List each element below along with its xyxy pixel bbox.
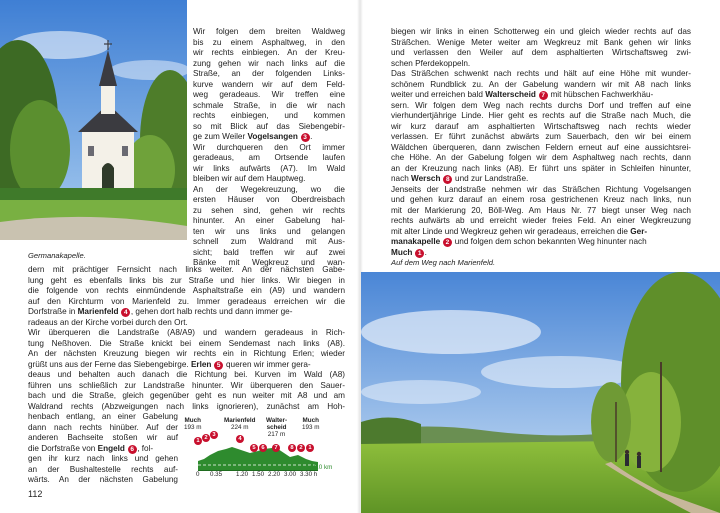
profile-tick: 2.20 <box>268 471 281 478</box>
profile-label-name: Much <box>184 417 201 424</box>
profile-label-end <box>302 417 320 431</box>
profile-marker-7: 7 <box>272 444 280 452</box>
text-line <box>391 237 691 248</box>
landscape-photo <box>361 272 720 513</box>
text-line: und gehen kurz darauf an einem rosa gestrichenen Kreuz nach links, nun <box>391 195 691 204</box>
profile-marker-1: 1 <box>194 437 202 445</box>
text-line: bach und die Straße, gleich gegenüber geht es nun weiter mit A8 und am <box>28 391 345 400</box>
waypoint-germanakapelle: Ger- <box>630 226 648 236</box>
text-line: ten wir uns links und gelangen <box>193 226 345 236</box>
waypoint-vogelsangen: Vogelsangen <box>247 132 298 141</box>
profile-tick: 1.50 <box>252 471 265 478</box>
text-line: An der nächsten Kreuzung biegen wir rechts ein in Richtung Erlen; wieder <box>28 349 345 358</box>
text-line: wir links aufwärts (A7). Im Wald <box>193 163 345 173</box>
text-line: biegen wir links in einen Schotterweg ein und gleich wieder rechts auf das <box>391 27 691 36</box>
text-run: . <box>424 247 427 257</box>
profile-tick: 3.00 <box>284 471 297 478</box>
text-run: weiter und erreichen bald <box>391 90 483 99</box>
text-line <box>391 227 691 238</box>
waypoint-marker-7: 7 <box>539 91 548 100</box>
profile-label-elev: 217 m <box>267 431 286 438</box>
profile-marker-2: 2 <box>202 434 210 442</box>
profile-graph <box>198 435 318 471</box>
profile-marker-8: 8 <box>288 444 296 452</box>
text-line: gen ihr kurz nach links und gehen <box>28 454 178 463</box>
text-line <box>391 174 691 185</box>
waypoint-marker-5: 5 <box>214 361 223 370</box>
profile-tick: 3.30 h <box>300 471 318 478</box>
profile-marker-6: 6 <box>259 444 267 452</box>
waypoint-marker-3: 3 <box>301 133 310 142</box>
text-line <box>391 248 691 259</box>
text-line: Bänke mit Wegkreuz und wan- <box>193 258 345 267</box>
text-line: ge zum Weiler Vogelsangen 3 . <box>193 132 313 141</box>
profile-label-start <box>184 417 202 431</box>
waypoint-much: Much <box>391 247 413 257</box>
text-line <box>28 307 345 318</box>
profile-marker-4: 4 <box>236 435 244 443</box>
text-line: verlassen. Er führt zunächst abwärts zum Sauerbach, den wir bei einem <box>391 132 691 141</box>
waypoint-erlen: Erlen <box>190 359 212 369</box>
profile-label-marienfeld <box>224 417 256 431</box>
profile-label-elev: 224 m <box>230 424 249 431</box>
left-column-text <box>193 27 345 269</box>
text-line: schönem Rundblick zu. An der Gabelung wandern wir mit A8 nach links <box>391 79 691 89</box>
text-line: so mit Blick auf das Siebengebir- <box>193 121 345 131</box>
text-line: kurve wandern wir auf dem Feld- <box>193 79 345 89</box>
text-line: Jenseits der Landstraße nehmen wir das Sträßchen Richtung Vogelsangen <box>391 184 691 194</box>
chapel-photo <box>0 0 187 240</box>
text-line: schmale Straße, in die wir nach <box>193 100 345 110</box>
page-number: 112 <box>28 489 43 499</box>
text-line: Sträßchen. Wenige Meter weiter am Wegkreuz mit Bank gehen wir links <box>391 37 691 47</box>
profile-marker-5: 5 <box>250 444 258 452</box>
text-line: Wir überqueren die Landstraße (A8/A9) und wandern geradeaus in Rich- <box>28 328 345 337</box>
text-line: zung gehen wir nach links auf die <box>193 58 345 68</box>
text-line: Wir folgen dem breiten Waldweg <box>193 27 345 36</box>
text-line: hinunter. An einer Gabelung hal- <box>193 216 345 225</box>
text-line <box>391 90 691 101</box>
text-line: Wir durchqueren den Ort immer <box>193 142 345 152</box>
text-run: queren wir immer gera- <box>226 359 311 369</box>
waypoint-marker-4: 4 <box>121 308 130 317</box>
text-line: an der Kreuzung nach links (A8). Er führt uns später in Schleifen hinunter, <box>391 163 691 173</box>
right-column-text <box>391 27 691 258</box>
text-line: schen Pferdekoppeln. <box>391 58 471 68</box>
text-line <box>28 360 345 371</box>
text-line: die folgende von rechts einmündende Asphaltstraße ein (A9) und wandern <box>28 286 345 295</box>
profile-marker-2b: 2 <box>297 444 305 452</box>
profile-label-name: Marienfeld <box>224 417 256 424</box>
text-line: Waldrand rechts (Abzweigungen nach links ignorieren), zunächst am Hoh- <box>28 401 345 411</box>
text-run: die Dorfstraße von <box>28 443 96 453</box>
profile-label-name: Walter- scheid <box>266 417 288 431</box>
text-line: lung geht es ebenfalls links bis zur Straße und hier links. Wir biegen in <box>28 275 345 285</box>
text-line: wärts. An der nächsten Gabelung <box>28 475 178 484</box>
profile-marker-1b: 1 <box>306 444 314 452</box>
text-line: tung Neßhoven. Die Straße knickt bei einem Sendemast nach links (A8). <box>28 338 345 348</box>
text-line: vierhundertjährige Linde. Hier geht es rechts auf die Straße nach Much, die <box>391 111 691 120</box>
text-line: Straße, an der folgenden Links- <box>193 69 345 78</box>
text-line: rechts aufwärts ab und erreicht wieder freies Feld. An einer Wegkreuzung <box>391 216 691 225</box>
waypoint-germanakapelle: manakapelle <box>391 237 441 246</box>
waypoint-walterscheid: Walterscheid <box>485 90 536 99</box>
text-line: dann nach rechts hinüber. Auf der <box>28 422 178 432</box>
text-line: henbach entlang, an einer Gabelung <box>28 412 178 421</box>
text-line: bleiben wir auf dem Hauptweg. <box>193 174 306 183</box>
text-line: schnell zum Waldrand mit Aus- <box>193 237 345 246</box>
profile-label-elev: 193 m <box>184 424 202 431</box>
text-line: radeaus an der Kirche vorbei durch den Ort. <box>28 317 188 327</box>
text-line: Wäldchen überqueren, dann zwischen Feldern erneut auf eine aussichtsrei- <box>391 142 691 152</box>
text-line <box>28 444 178 455</box>
text-line: sern. Wir folgen dem Weg nach rechts durchs Dorf und treffen auf eine <box>391 100 691 110</box>
text-run: , fol- <box>137 443 154 453</box>
text-line: geradeaus, am Ortsende laufen <box>193 153 345 162</box>
landscape-caption: Auf dem Weg nach Marienfeld. <box>391 258 496 267</box>
text-run: und zur Landstraße. <box>455 174 529 183</box>
text-line: auf den Kirchturm von Marienfeld zu. Immer geradeaus erreichen wir die <box>28 296 345 306</box>
profile-label-elev: 193 m <box>302 424 320 431</box>
chapel-caption: Germanakapelle. <box>28 251 86 260</box>
profile-tick: 0 <box>196 471 200 478</box>
waypoint-engeld: Engeld <box>97 443 125 453</box>
waypoint-marker-8: 8 <box>443 175 452 184</box>
profile-marker-3: 3 <box>210 431 218 439</box>
text-run: und folgen dem schon bekannten Weg hinunter nach <box>454 237 647 246</box>
text-line: zu sehen sind, gehen wir rechts <box>193 205 345 215</box>
text-line: wir rechts einbiegen. An der Kreu- <box>193 48 345 57</box>
waypoint-marker-6: 6 <box>128 445 137 454</box>
profile-tick: 1.20 <box>236 471 249 478</box>
text-line: Das Sträßchen schwenkt nach rechts und hält auf eine Höhe mit wunder- <box>391 69 691 78</box>
text-line: dern mit prächtiger Fernsicht nach links weiter. An der nächsten Gabe- <box>28 265 345 274</box>
text-line: wir kurz darauf am asphaltierten Wirtschaftsweg nach rechts wieder <box>391 121 691 131</box>
text-line: und verlassen den Weiler auf dem asphaltierten Wirtschaftsweg zwi- <box>391 48 691 57</box>
text-run: , gehen dort halb rechts und dann immer ge- <box>130 307 293 316</box>
text-line: deaus und behalten auch danach die Richtung bei. Kurven im Wald (A8) <box>28 370 345 379</box>
text-run: ge zum Weiler <box>193 132 246 141</box>
full-width-text <box>28 265 345 412</box>
text-line: anderen Bachseite stoßen wir auf <box>28 433 178 442</box>
elevation-profile <box>184 415 336 483</box>
text-run: nach <box>391 174 409 183</box>
text-line: mit der Markierung 20, Böll-Weg. Am Haus Nr. 77 biegt unser Weg nach <box>391 205 691 215</box>
text-line: weg geradeaus. Wir treffen eine <box>193 90 345 99</box>
text-line: rechts einbiegen, und kommen <box>193 111 345 120</box>
text-line: sicht; bald treffen wir auf zwei <box>193 247 345 257</box>
profile-total-length: 13.0 km <box>310 464 333 471</box>
waypoint-wersch: Wersch <box>411 174 441 183</box>
narrow-text-bottom <box>28 412 178 486</box>
text-line: führen uns schließlich zur Landstraße hinunter. Wir überqueren den Sauer- <box>28 380 345 390</box>
waypoint-marker-1: 1 <box>415 249 424 258</box>
text-run: mit hübschen Fachwerkhäu- <box>550 90 654 99</box>
waypoint-marienfeld: Marienfeld <box>77 307 119 316</box>
text-run: mit alter Linde und Wegkreuz gehen wir geradeaus, erreichen die <box>391 226 628 236</box>
text-line: bis zu einem Asphaltweg, in den <box>193 37 345 47</box>
text-line: ersten Häuser von Oberdreisbach <box>193 195 345 204</box>
text-line: An der Wegekreuzung, wo die <box>193 184 345 194</box>
text-run: grüßt uns aus der Ferne das Siebengebirge. <box>28 359 189 369</box>
text-run: Dorfstraße in <box>28 307 76 316</box>
profile-label-name: Much <box>302 417 319 424</box>
waypoint-marker-2: 2 <box>443 238 452 247</box>
text-line: an der Bushaltestelle rechts auf- <box>28 464 178 474</box>
text-line: che Höhe. An der Gabelung folgen wir dem Asphaltweg nach rechts, dann <box>391 153 691 162</box>
profile-tick: 0.35 <box>210 471 223 478</box>
